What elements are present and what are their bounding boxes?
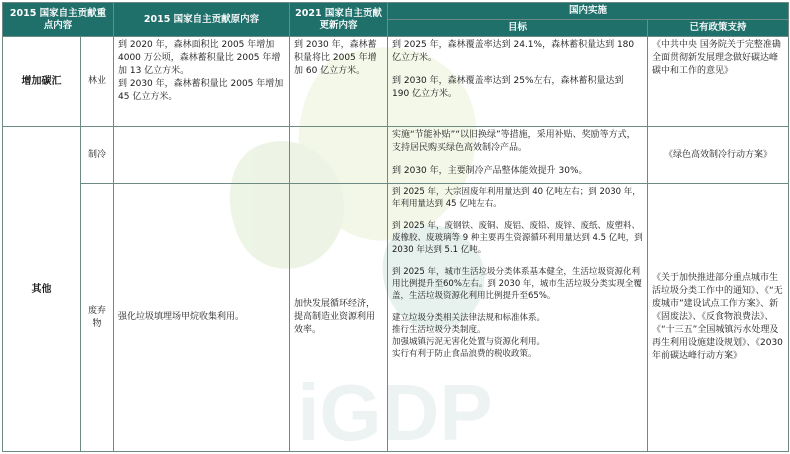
waste-updated: 加快发展循环经济，提高制造业资源利用效率。 <box>290 184 388 452</box>
cooling-target-2: 到 2030 年，主要制冷产品整体能效提升 30%。 <box>392 166 588 176</box>
waste-target-7: 实行有利于防止食品浪费的税收政策。 <box>392 349 537 359</box>
waste-target-2: 到 2025 年，废钢铁、废铜、废铝、废铅、废锌、废纸、废塑料、废橡胶、废玻璃等 9 种主要再生资源循环利用量达到 4.5 亿吨，到 2030 年达到 5.1 亿吨。 <box>392 221 643 255</box>
forestry-updated <box>290 37 388 127</box>
ndc-table <box>2 2 789 452</box>
sub-cooling: 制冷 <box>81 127 114 184</box>
cooling-target-1: 实施“节能补贴”“以旧换绿”等措施，采用补贴、奖励等方式，支持居民购买绿色高效制冷产品。 <box>392 130 636 153</box>
cooling-original <box>114 127 290 184</box>
waste-target-3: 到 2025 年，城市生活垃圾分类体系基本健全，生活垃圾资源化利用比例提升至60%左右。到 2030 年，城市生活垃圾分类实现全覆盖，生活垃圾资源化利用比例提升至65%。 <box>392 267 642 301</box>
waste-target-1: 到 2025 年，大宗固废年利用量达到 40 亿吨左右；到 2030 年，年利用量达到 45 亿吨左右。 <box>392 187 641 209</box>
header-key-content: 2015 国家自主贡献重点内容 <box>3 3 114 37</box>
forestry-updated-text: 到 2030 年，森林蓄积量将比 2005 年增加 60 亿立方米。 <box>294 40 377 76</box>
waste-original: 强化垃圾填埋场甲烷收集利用。 <box>114 184 290 452</box>
category-carbon-sink: 增加碳汇 <box>3 37 81 127</box>
waste-target-6: 加强城镇污泥无害化处置与资源化利用。 <box>392 337 546 347</box>
forestry-policy <box>648 37 789 127</box>
header-policy: 已有政策支持 <box>648 20 789 37</box>
forestry-policy-text: 《中共中央 国务院关于完整准确全面贯彻新发展理念做好碳达峰碳中和工作的意见》 <box>652 40 781 76</box>
header-updated: 2021 国家自主贡献更新内容 <box>290 3 388 37</box>
header-target: 目标 <box>388 20 648 37</box>
waste-target-5: 推行生活垃圾分类制度。 <box>392 325 486 335</box>
forestry-target-1: 到 2025 年，森林覆盖率达到 24.1%，森林蓄积量达到 180 亿立方米。 <box>392 40 635 63</box>
forestry-original-text: 到 2020 年，森林面积比 2005 年增加 4000 万公顷，森林蓄积量比 2005 年增加 13 亿立方米。 到 2030 年，森林蓄积量比 2005 年增加 45 亿立方米。 <box>118 40 284 102</box>
forestry-target <box>388 37 648 127</box>
header-original: 2015 国家自主贡献原内容 <box>114 3 290 37</box>
forestry-original <box>114 37 290 127</box>
forestry-target-2: 到 2030 年，森林覆盖率达到 25%左右，森林蓄积量达到 190 亿立方米。 <box>392 76 624 99</box>
waste-target <box>388 184 648 452</box>
waste-target-4: 建立垃圾分类相关法律法规和标准体系。 <box>392 313 546 323</box>
watermark-text: iGDP <box>297 368 493 454</box>
sub-forestry: 林业 <box>81 37 114 127</box>
sub-waste: 废弃物 <box>81 184 114 452</box>
cooling-target <box>388 127 648 184</box>
waste-policy: 《关于加快推进部分重点城市生活垃圾分类工作中的通知》、《“无废城市”建设试点工作方案》、新《固废法》、《反食物浪费法》、《“十三五”全国城镇污水处理及再生利用设施建设规划》、《2030 年前碳达峰行动方案》 <box>648 184 789 452</box>
cooling-policy: 《绿色高效制冷行动方案》 <box>648 127 789 184</box>
cooling-updated <box>290 127 388 184</box>
category-other: 其他 <box>3 127 81 452</box>
header-domestic: 国内实施 <box>388 3 789 20</box>
